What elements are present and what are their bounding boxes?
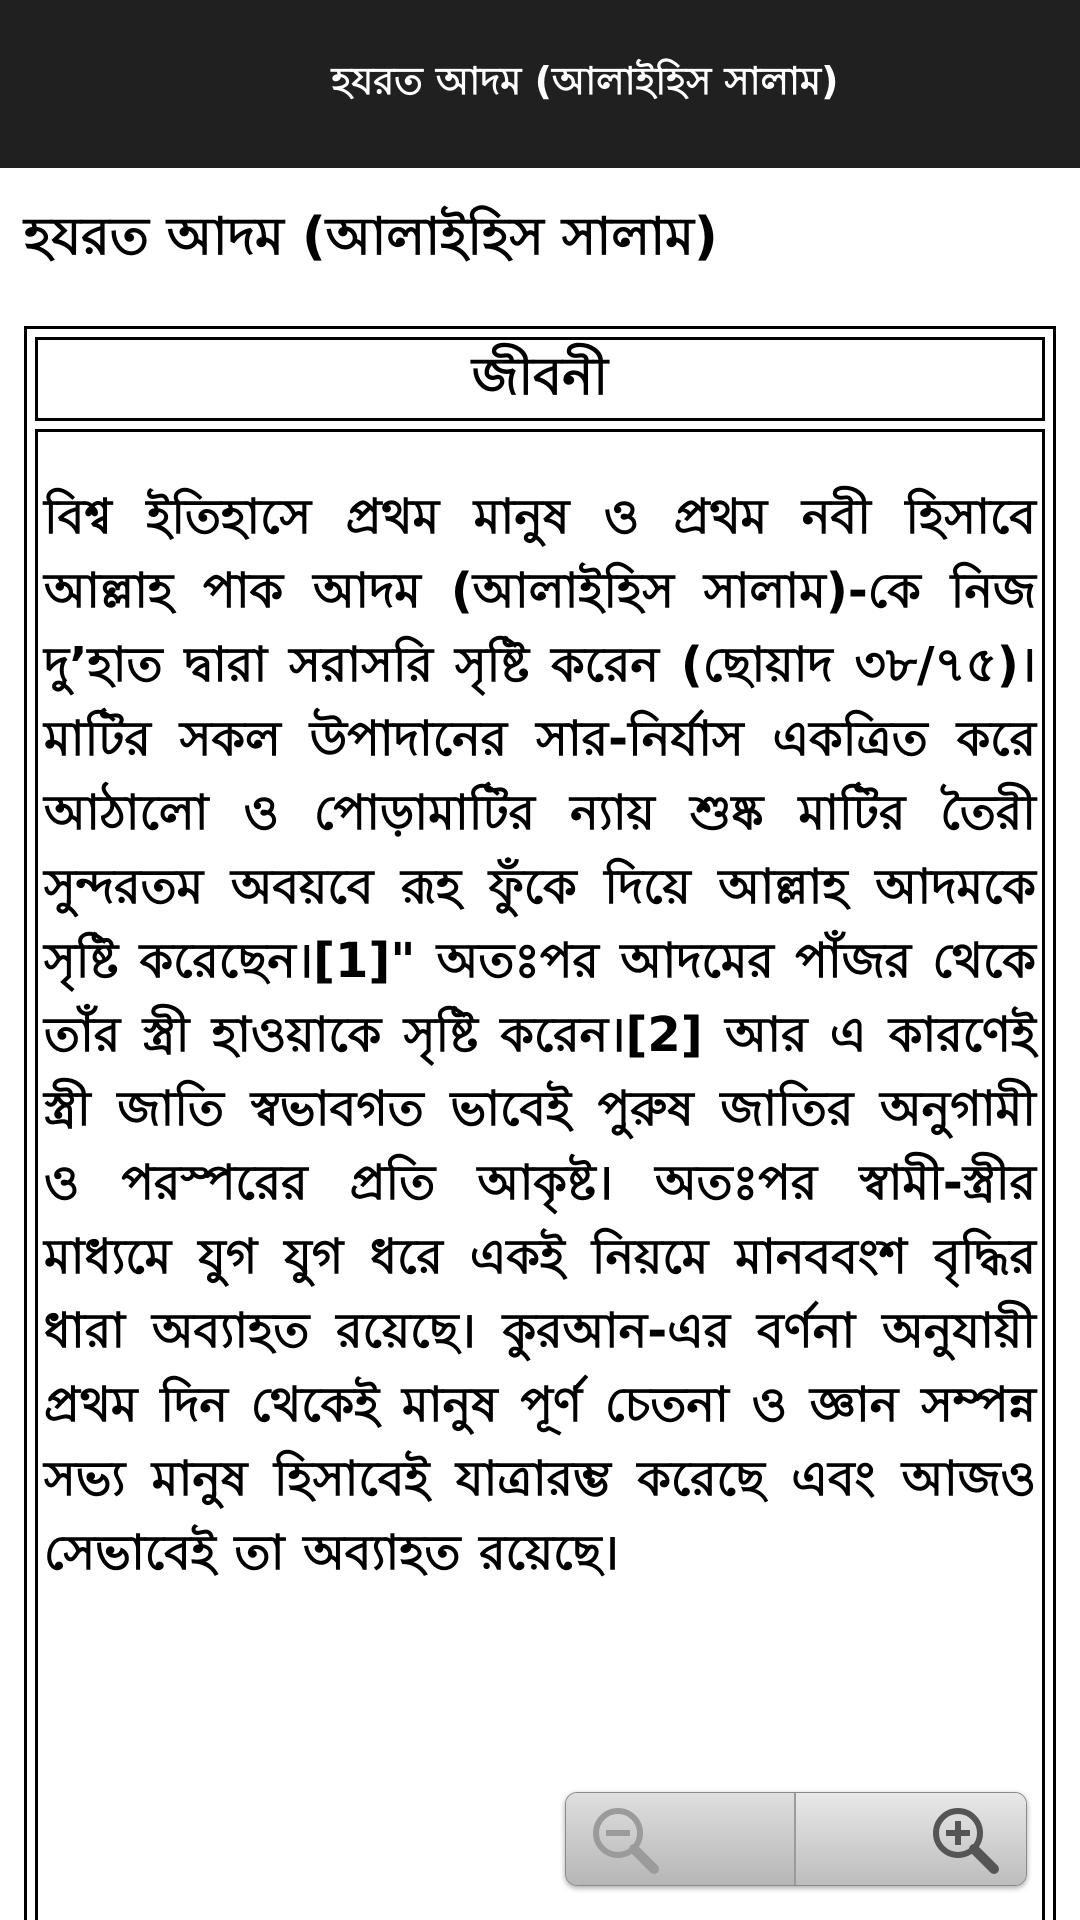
zoom-controls: [565, 1792, 1027, 1886]
zoom-out-button[interactable]: [566, 1793, 796, 1885]
body-text: বিশ্ব ইতিহাসে প্রথম মানুষ ও প্রথম নবী হিসাবে আল্লাহ পাক আদম (আলাইহিস সালাম)-কে নিজ দু’হাত দ্বারা সরাসরি সৃষ্টি করেন (ছোয়াদ ৩৮/৭৫)। মাটির সকল উপাদানের সার-নির্যাস একত্রিত করে আঠালো ও পোড়ামাটির ন্যায় শুষ্ক মাটির তৈরী সুন্দরতম অবয়বে রূহ ফুঁকে দিয়ে আল্লাহ আদমকে সৃষ্টি করেছেন।[1]" অতঃপর আদমের পাঁজর থেকে তাঁর স্ত্রী হাওয়াকে সৃষ্টি করেন।[2] আর এ কারণেই স্ত্রী জাতি স্বভাবগত ভাবেই পুরুষ জাতির অনুগামী ও পরস্পরের প্রতি আকৃষ্ট। অতঃপর স্বামী-স্ত্রীর মাধ্যমে যুগ যুগ ধরে একই নিয়মে মানববংশ বৃদ্ধির ধারা অব্যাহত রয়েছে। কুরআন-এর বর্ণনা অনুযায়ী প্রথম দিন থেকেই মানুষ পূর্ণ চেতনা ও জ্ঞান সম্পন্ন সভ্য মানুষ হিসাবেই যাত্রারম্ভ করেছে এবং আজও সেভাবেই তা অব্যাহত রয়েছে।: [44, 489, 1036, 1581]
page-title: হযরত আদম (আলাইহিস সালাম): [24, 207, 718, 267]
content-webview[interactable]: [0, 168, 1080, 1920]
body-cell: [35, 429, 1045, 1920]
app-bar-title: হযরত আদম (আলাইহিস সালাম): [331, 59, 839, 103]
zoom-out-icon: [584, 1799, 664, 1879]
zoom-in-button[interactable]: [796, 1793, 1026, 1885]
zoom-in-icon: [924, 1799, 1004, 1879]
content-table: [24, 326, 1056, 1920]
section-title: জীবনী: [35, 337, 1045, 421]
app-bar: [0, 0, 1080, 168]
